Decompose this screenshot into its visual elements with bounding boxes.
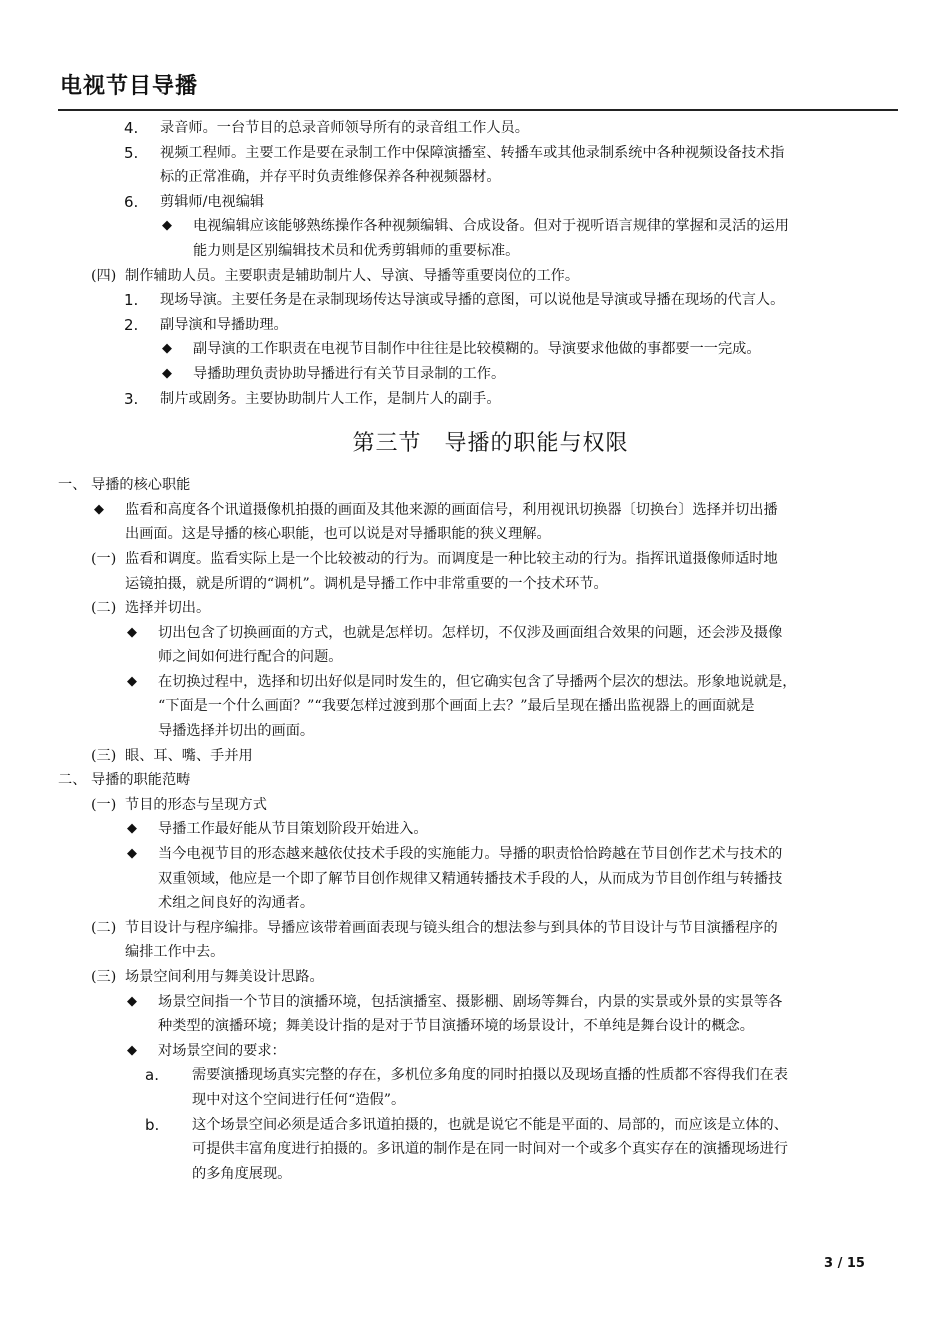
page-header [58, 72, 898, 102]
list-marker: ◆ [127, 1042, 137, 1058]
subsection-heading [58, 547, 898, 596]
list-marker: ◆ [127, 846, 137, 862]
text-line: 监看和调度。监看实际上是一个比较被动的行为。而调度是一种比较主动的行为。指挥讯道摄像师适时地 [125, 550, 778, 567]
text-line: 这个场景空间必须是适合多讯道拍摄的，也就是说它不能是平面的、局部的，而应该是立体的、 [192, 1116, 788, 1133]
text-line: 对场景空间的要求： [158, 1042, 286, 1059]
heading-item [58, 768, 898, 793]
list-marker: (一) [91, 796, 117, 813]
section-title: 第三节 导播的职能与权限 [352, 431, 629, 457]
list-item [58, 288, 898, 313]
text-line: 副导演和导播助理。 [160, 316, 288, 333]
list-item [58, 141, 898, 190]
list-item [58, 1113, 898, 1187]
text-line: 场景空间指一个节目的演播环境，包括演播室、摄影棚、剧场等舞台，内景的实景或外景的实景等各 [158, 993, 783, 1010]
text-line: 在切换过程中，选择和切出好似是同时发生的，但它确实包含了导播两个层次的想法。形象地说就是， [158, 673, 797, 690]
text-line: 电视编辑应该能够熟练操作各种视频编辑、合成设备。但对于视听语言规律的掌握和灵活的运用 [193, 218, 789, 235]
bullet-item [58, 214, 898, 263]
document-title: 电视节目导播 [60, 74, 199, 99]
bullet-item [58, 362, 898, 387]
list-marker: (四) [91, 267, 117, 284]
text-line: 双重领域，他应是一个即了解节目创作规律又精通转播技术手段的人，从而成为节目创作组与转播技 [158, 870, 783, 887]
header-divider [58, 109, 898, 111]
list-marker: 1. [124, 291, 139, 310]
text-line: 切出包含了切换画面的方式，也就是怎样切。怎样切，不仅涉及画面组合效果的问题，还会涉及摄像 [158, 624, 783, 641]
bullet-item [58, 1039, 898, 1064]
director-functions [58, 473, 898, 1186]
text-line: 现中对这个空间进行任何“造假”。 [192, 1091, 406, 1108]
list-marker: (一) [91, 550, 117, 567]
bullet-item [58, 337, 898, 362]
list-marker: ◆ [162, 341, 172, 357]
list-item [58, 190, 898, 215]
text-line: 录音师。一台节目的总录音师领导所有的录音组工作人员。 [160, 120, 529, 136]
text-line: 能力则是区别编辑技术员和优秀剪辑师的重要标准。 [193, 242, 520, 259]
text-line: 可提供丰富角度进行拍摄的。多讯道的制作是在同一时间对一个或多个真实存在的演播现场进行 [192, 1141, 788, 1158]
list-marker: (三) [91, 969, 117, 985]
text-line: 节目设计与程序编排。导播应该带着画面表现与镜头组合的想法参与到具体的节目设计与节目演播程序的 [125, 919, 778, 936]
list-marker: ◆ [127, 624, 137, 640]
list-marker: ◆ [94, 501, 104, 517]
subsection-heading [58, 793, 898, 818]
list-marker: ◆ [127, 993, 137, 1009]
bullet-item [58, 842, 898, 916]
text-line: 的多角度展现。 [192, 1165, 292, 1182]
text-line: 场景空间利用与舞美设计思路。 [125, 969, 324, 985]
list-item [58, 387, 898, 412]
list-marker: 5. [124, 143, 139, 162]
list-marker: 一、 [58, 477, 87, 494]
text-line: 出画面。这是导播的核心职能，也可以说是对导播职能的狭义理解。 [125, 526, 551, 543]
list-marker: ◆ [127, 673, 137, 689]
text-line: 副导演的工作职责在电视节目制作中往往是比较模糊的。导演要求他做的事都要一一完成。 [193, 341, 761, 358]
list-item [58, 116, 898, 141]
text-line: 制作辅助人员。主要职责是辅助制片人、导演、导播等重要岗位的工作。 [125, 267, 580, 284]
text-line: 视频工程师。主要工作是要在录制工作中保障演播室、转播车或其他录制系统中各种视频设备技术指 [160, 144, 785, 161]
bullet-item [58, 817, 898, 842]
page-content [58, 116, 898, 1186]
text-line: “下面是一个什么画面？”“我要怎样过渡到那个画面上去？”最后呈现在播出监视器上的画面就是 [158, 698, 755, 715]
list-marker: 3. [124, 389, 139, 408]
page-number: 3 / 15 [824, 1256, 865, 1271]
text-line: 需要演播现场真实完整的存在，多机位多角度的同时拍摄以及现场直播的性质都不容得我们在表 [192, 1067, 788, 1084]
text-line: 制片或剧务。主要协助制片人工作，是制片人的副手。 [160, 390, 501, 407]
text-line: 导播的核心职能 [91, 477, 191, 494]
text-line: 导播助理负责协助导播进行有关节目录制的工作。 [193, 365, 506, 382]
list-marker: ◆ [162, 365, 172, 381]
bullet-item [58, 670, 898, 744]
text-line: 编排工作中去。 [125, 944, 225, 961]
text-line: 标的正常准确，并存平时负责维修保养各种视频器材。 [160, 169, 501, 186]
subsection-heading [58, 916, 898, 965]
subsection-heading [58, 965, 898, 990]
text-line: 术组之间良好的沟通者。 [158, 895, 315, 912]
bullet-item [58, 621, 898, 670]
heading-item [58, 473, 898, 498]
list-marker: (二) [91, 919, 117, 936]
text-line: 导播选择并切出的画面。 [158, 723, 315, 740]
staff-list-continued [58, 116, 898, 411]
subsection-heading [58, 744, 898, 769]
list-marker: ◆ [127, 821, 137, 837]
list-marker: (三) [91, 747, 117, 764]
list-marker: 2. [124, 315, 139, 334]
text-line: 选择并切出。 [125, 600, 211, 617]
text-line: 师之间如何进行配合的问题。 [158, 649, 343, 666]
text-line: 导播工作最好能从节目策划阶段开始进入。 [158, 821, 428, 838]
list-marker: (二) [91, 600, 117, 617]
bullet-item [58, 498, 898, 547]
list-marker: b. [145, 1115, 160, 1134]
list-marker: a. [145, 1066, 159, 1085]
list-marker: 4. [124, 119, 139, 137]
bullet-item [58, 990, 898, 1039]
text-line: 剪辑师/电视编辑 [160, 193, 265, 210]
list-marker: ◆ [162, 218, 172, 234]
text-line: 现场导演。主要任务是在录制现场传达导演或导播的意图，可以说他是导演或导播在现场的代言人。 [160, 292, 785, 309]
list-item [58, 313, 898, 338]
text-line: 当今电视节目的形态越来越依仗技术手段的实施能力。导播的职责恰恰跨越在节目创作艺术与技术的 [158, 846, 783, 863]
text-line: 运镜拍摄，就是所谓的“调机”。调机是导播工作中非常重要的一个技术环节。 [125, 575, 608, 592]
text-line: 监看和高度各个讯道摄像机拍摄的画面及其他来源的画面信号，利用视讯切换器〔切换台〕选择并切出播 [125, 501, 778, 518]
text-line: 种类型的演播环境；舞美设计指的是对于节目演播环境的场景设计，不单纯是舞台设计的概念。 [158, 1018, 754, 1035]
list-item [58, 1063, 898, 1112]
text-line: 导播的职能范畴 [91, 772, 191, 789]
subsection-heading [58, 264, 898, 289]
list-marker: 二、 [58, 772, 87, 789]
text-line: 眼、耳、嘴、手并用 [125, 747, 253, 764]
subsection-heading [58, 596, 898, 621]
text-line: 节目的形态与呈现方式 [125, 796, 267, 813]
list-marker: 6. [124, 192, 139, 211]
